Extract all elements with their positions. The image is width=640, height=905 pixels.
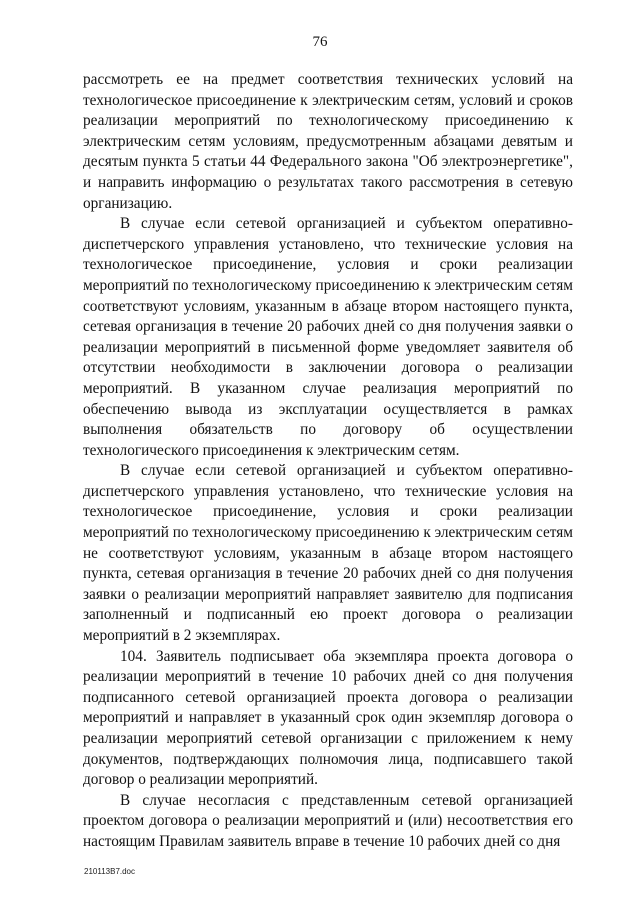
paragraph-compliant-conditions: В случае если сетевой организацией и субъектом оперативно-диспетчерского управления установлено, что технические условия на технологическое присоединение, условия и сроки реализации мероприятий по технологическому присоединению к электрическим сетям соответствуют условиям, указанным в абзаце втором настоящего пункта, сетевая организация в течение 20 рабочих дней со дня получения заявки о реализации мероприятий в письменной форме уведомляет заявителя об отсутствии необходимости в заключении договора о реализации мероприятий. В указанном случае реализация мероприятий по обеспечению вывода из эксплуатации осуществляется в рамках выполнения обязательств по договору об осуществлении технологического присоединения к электрическим сетям. xyxy=(83,215,573,459)
paragraph-clause-104: 104. Заявитель подписывает оба экземпляра проекта договора о реализации мероприятий в течение 10 рабочих дней со дня получения подписанного сетевой организацией проекта договора о реализации мероприятий и направляет в указанный срок один экземпляр договора о реализации мероприятий сетевой организации с приложением к нему документов, подтверждающих полномочия лица, подписавшего такой договор о реализации мероприятий. xyxy=(83,647,573,789)
paragraph-noncompliant-conditions: В случае если сетевой организацией и субъектом оперативно-диспетчерского управления установлено, что технические условия на технологическое присоединение, условия и сроки реализации мероприятий по технологическому присоединению к электрическим сетям не соответствуют условиям, указанным в абзаце втором настоящего пункта, сетевая организация в течение 20 рабочих дней со дня получения заявки о реализации мероприятий направляет заявителю для подписания заполненный и подписанный ею проект договора о реализации мероприятий в 2 экземплярах. xyxy=(83,462,573,645)
footer-document-code: 210113B7.doc xyxy=(84,867,136,876)
paragraph-disagreement: В случае несогласия с представленным сетевой организацией проектом договора о реализации мероприятий и (или) несоответствия его настоящим Правилам заявитель вправе в течение 10 рабочих дней со дня xyxy=(83,791,573,850)
page-number: 76 xyxy=(312,34,328,50)
paragraph-continuation: рассмотреть ее на предмет соответствия технических условий на технологическое присоединение к электрическим сетям, условий и сроков реализации мероприятий по технологическому присоединению к электрическим сетям условиям, предусмотренным абзацами девятым и десятым пункта 5 статьи 44 Федерального закона "Об электроэнергетике", и направить информацию о результатах такого рассмотрения в сетевую организацию. xyxy=(83,71,573,212)
document-body xyxy=(83,70,573,853)
